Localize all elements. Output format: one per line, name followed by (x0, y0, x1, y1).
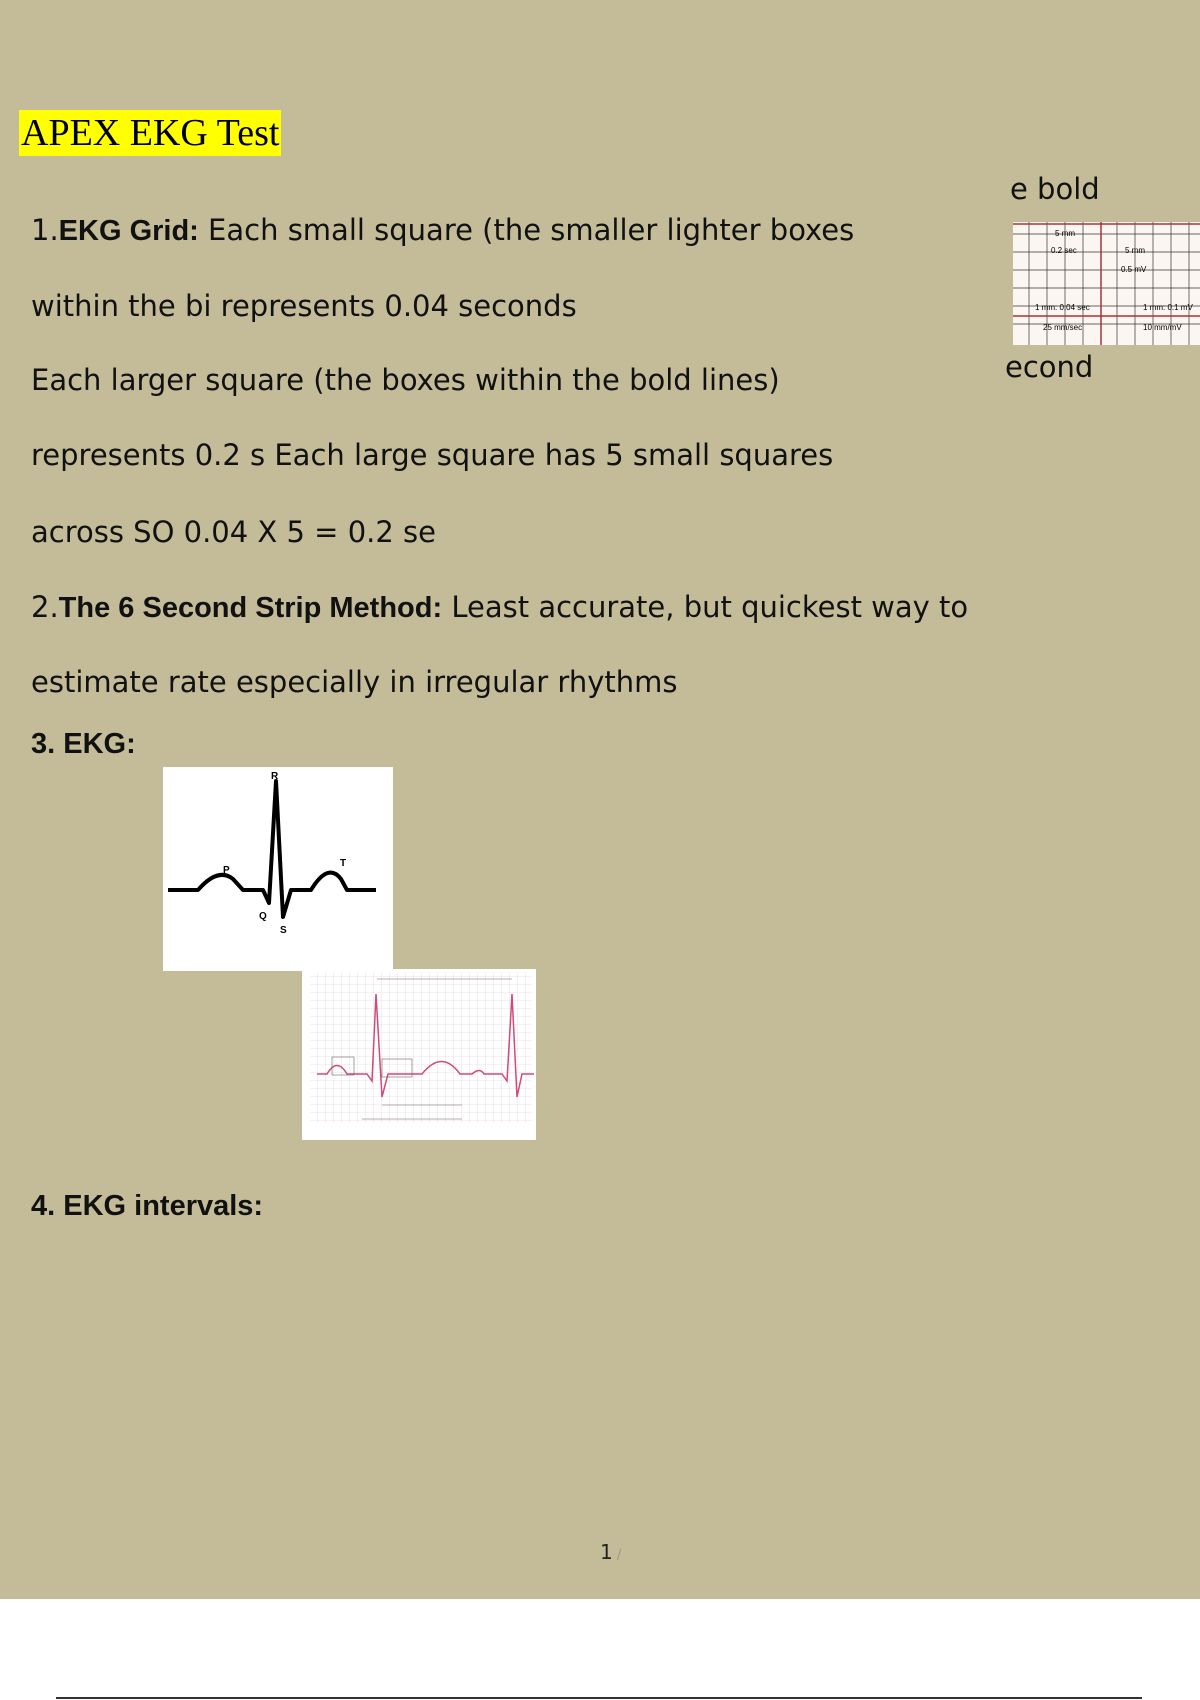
obscured-text-fragment: e bold (1010, 172, 1100, 206)
grid-label: 25 mm/sec (1043, 323, 1083, 332)
item-1-line-3: Each larger square (the boxes within the bold lines) (31, 363, 780, 397)
item-2-line-2: estimate rate especially in irregular rhythms (31, 665, 678, 699)
grid-label: 1 mm: 0.04 sec (1035, 303, 1090, 312)
obscured-text-fragment: econd (1005, 350, 1094, 384)
grid-label: 10 mm/mV (1143, 323, 1182, 332)
wave-label-t: T (340, 858, 347, 869)
grid-label: 5 mm (1125, 246, 1145, 255)
grid-label: 0.2 sec (1051, 246, 1077, 255)
wave-label-p: P (223, 865, 230, 876)
wave-label-r: R (271, 771, 279, 782)
ekg-intervals-strip-image (302, 969, 536, 1140)
grid-label: 1 mm: 0.1 mV (1143, 303, 1193, 312)
item-1-line-1: 1.EKG Grid: Each small square (the smaller lighter boxes (31, 213, 855, 247)
grid-label: 0.5 mV (1121, 265, 1147, 274)
ekg-waveform-image (163, 767, 393, 971)
page-number: 1 / (600, 1540, 622, 1564)
item-1-line-5: across SO 0.04 X 5 = 0.2 se (31, 515, 436, 549)
wave-label-s: S (280, 925, 287, 936)
divider-line (56, 1697, 1142, 1699)
item-3-heading: 3. EKG: (31, 728, 136, 760)
item-2-line-1: 2.The 6 Second Strip Method: Least accurate, but quickest way to (31, 590, 969, 624)
wave-label-q: Q (259, 911, 267, 922)
document-title: APEX EKG Test (21, 112, 280, 154)
item-4-heading: 4. EKG intervals: (31, 1190, 264, 1222)
ekg-grid-image (1013, 222, 1200, 345)
item-1-line-4: represents 0.2 s Each large square has 5 small squares (31, 438, 834, 472)
grid-label: 5 mm (1055, 229, 1075, 238)
item-1-line-2: within the bi represents 0.04 seconds (31, 289, 577, 323)
